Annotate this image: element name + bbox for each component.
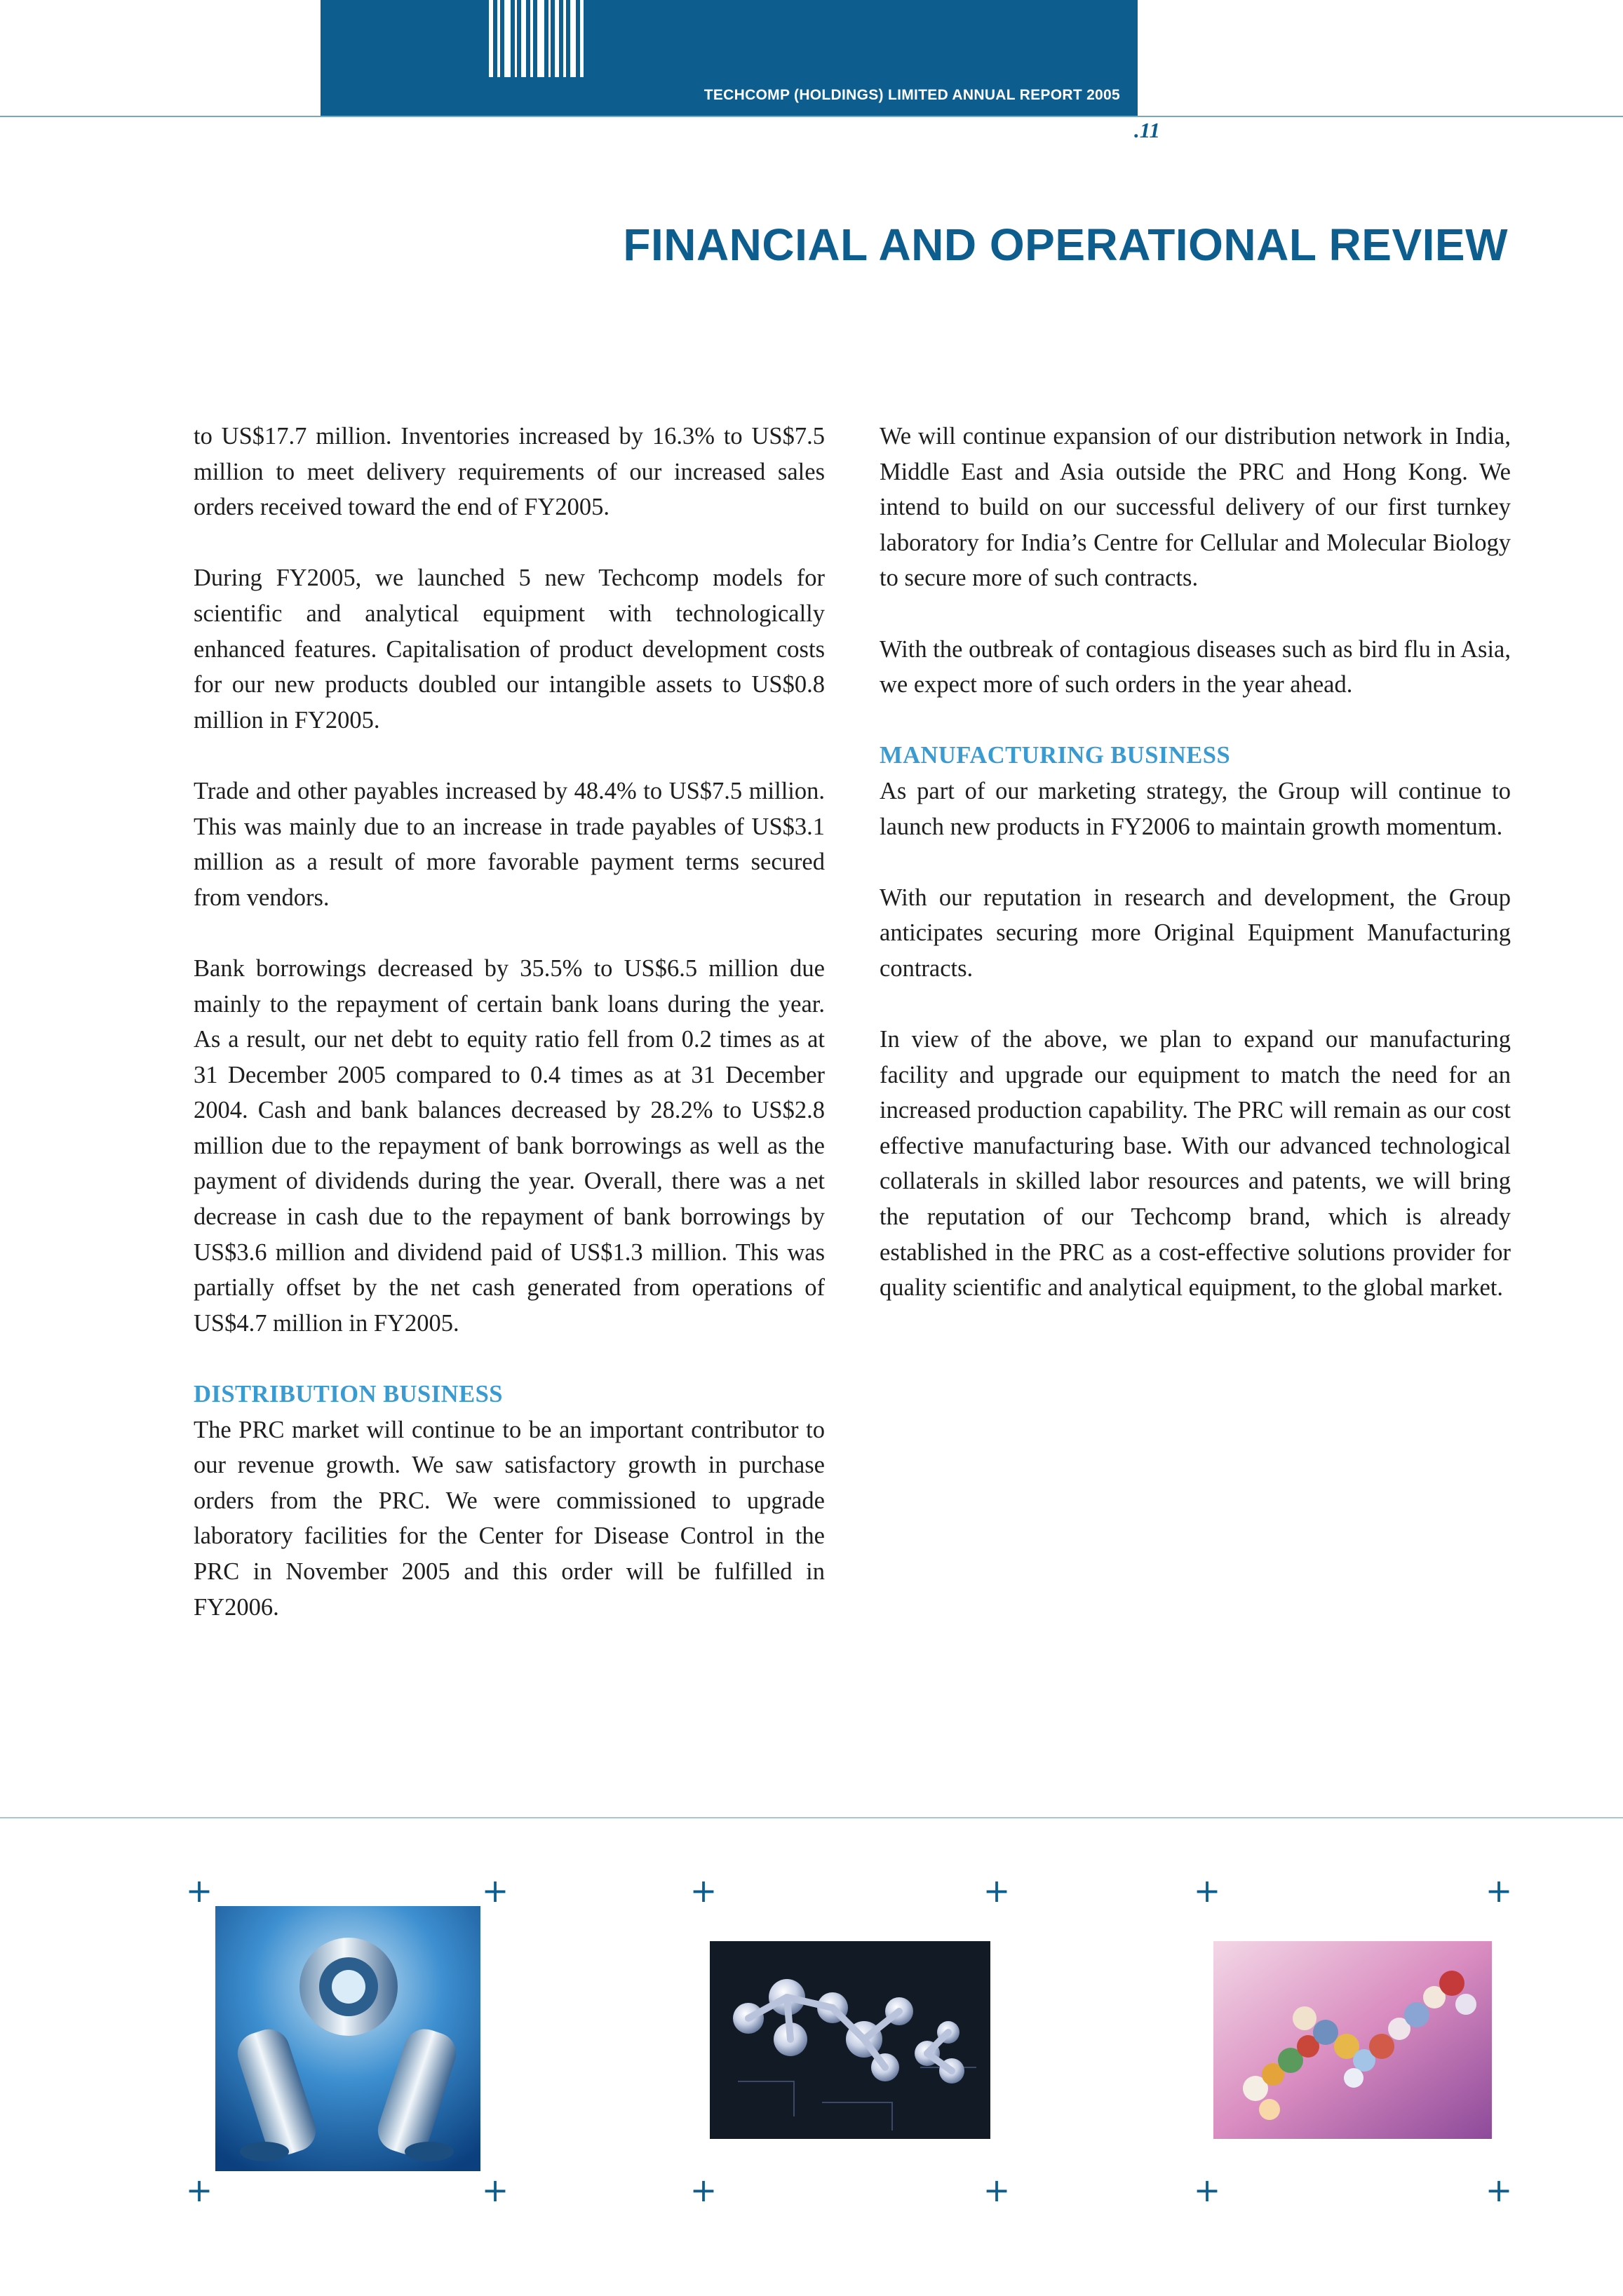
crop-mark-icon: + [983,1872,1011,1910]
molecule-glass-photo [710,1941,990,2139]
header-band [321,0,1138,117]
paragraph-new-models: During FY2005, we launched 5 new Techcomp models for scientific and analytical equipment with technologically enhanced features. Capitalisation of product development costs for our new products doubled our intangible assets to US$0.8 million in FY2005. [194,565,825,734]
paragraph-oem: With our reputation in research and development, the Group anticipates securing more Original Equipment Manufacturing contracts. [880,884,1511,982]
header-rule [0,116,1623,117]
crop-mark-icon: + [185,2171,213,2209]
paragraph-inventories: to US$17.7 million. Inventories increased by 16.3% to US$7.5 million to meet delivery requirements of our increased sales orders received toward the end of FY2005. [194,423,825,521]
crop-mark-icon: + [1193,2171,1221,2209]
distribution-heading: DISTRIBUTION BUSINESS [194,1381,503,1408]
crop-mark-icon: + [1193,1872,1221,1910]
crop-mark-icon: + [1485,2171,1513,2209]
paragraph-payables: Trade and other payables increased by 48.4% to US$7.5 million. This was mainly due to an increase in trade payables of US$3.1 million as a result of more favorable payment terms secured from vendors. [194,777,825,911]
report-title: TECHCOMP (HOLDINGS) LIMITED ANNUAL REPORT 2005 [703,87,1120,103]
crop-mark-icon: + [983,2171,1011,2209]
paragraph-manufacturing-expansion: In view of the above, we plan to expand our manufacturing facility and upgrade our equipment to match the need for an increased production capability. The PRC will remain as our cost effective manufacturing base. With our advanced technological collaterals in skilled labor resources and patents, we will bring the reputation of our Techcomp brand, which is already established in the PRC as a cost-effective solutions provider for quality scientific and analytical equipment, to the global market. [880,1026,1511,1302]
manufacturing-heading: MANUFACTURING BUSINESS [880,742,1231,769]
crop-mark-icon: + [689,2171,718,2209]
microscope-photo [215,1906,480,2171]
right-column [880,419,1511,1341]
paragraph-bird-flu: With the outbreak of contagious diseases such as bird flu in Asia, we expect more of such orders in the year ahead. [880,635,1511,698]
molecule-model-photo [1213,1941,1492,2139]
paragraph-distribution: The PRC market will continue to be an important contributor to our revenue growth. We saw satisfactory growth in purchase orders from the PRC. We were commissioned to upgrade laboratory facilities for the Center for Disease Control in the PRC in November 2005 and this order will be fulfilled in FY2006. [194,1416,825,1621]
footer-rule [0,1817,1623,1818]
crop-mark-icon: + [481,2171,509,2209]
barcode-logo [489,0,587,77]
page-title: FINANCIAL AND OPERATIONAL REVIEW [623,220,1508,270]
crop-mark-icon: + [1485,1872,1513,1910]
left-column [194,419,825,1661]
paragraph-marketing-strategy: As part of our marketing strategy, the Group will continue to launch new products in FY2006 to maintain growth momentum. [880,777,1511,840]
crop-mark-icon: + [689,1872,718,1910]
crop-mark-icon: + [185,1872,213,1910]
page-number: .11 [1134,118,1161,142]
paragraph-expansion: We will continue expansion of our distribution network in India, Middle East and Asia outside the PRC and Hong Kong. We intend to build on our successful delivery of our first turnkey laboratory for India’s Centre for Cellular and Molecular Biology to secure more of such contracts. [880,423,1511,592]
paragraph-borrowings: Bank borrowings decreased by 35.5% to US$6.5 million due mainly to the repayment of certain bank loans during the year. As a result, our net debt to equity ratio fell from 0.2 times as at 31 December 2005 compared to 0.4 times as at 31 December 2004. Cash and bank balances decreased by 28.2% to US$2.8 million due to the repayment of bank borrowings as well as the payment of dividends during the year. Overall, there was a net decrease in cash due to the repayment of bank borrowings by US$3.6 million and dividend paid of US$1.3 million. This was partially offset by the net cash generated from operations of US$4.7 million in FY2005. [194,954,825,1337]
crop-mark-icon: + [481,1872,509,1910]
